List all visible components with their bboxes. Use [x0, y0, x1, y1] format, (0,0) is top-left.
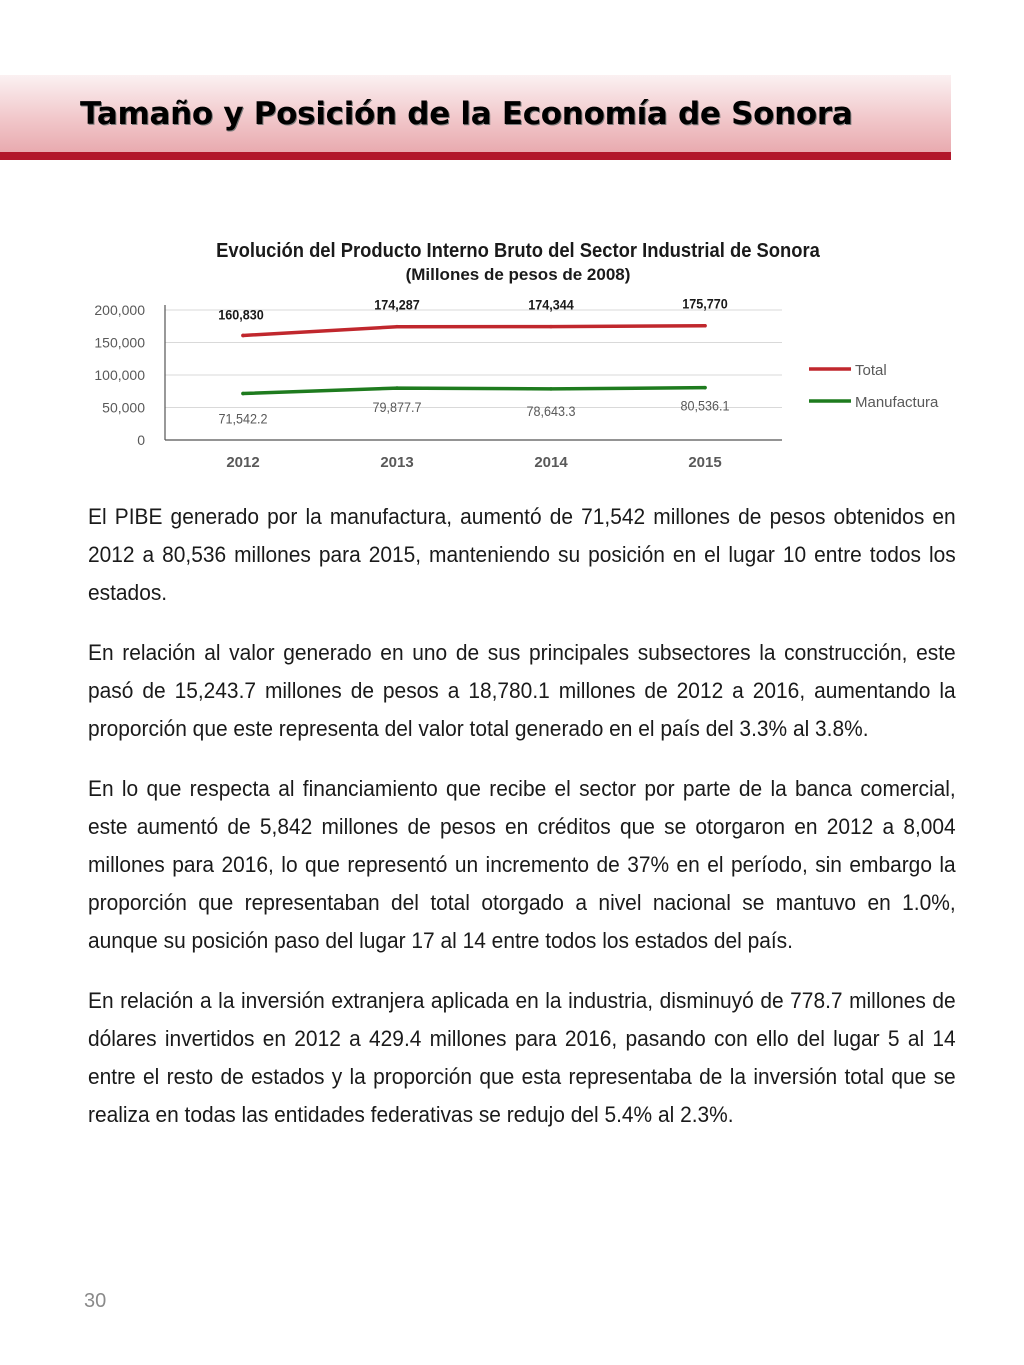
- legend-label: Total: [855, 362, 887, 379]
- paragraph-inversion-extranjera: En relación a la inversión extranjera aplicada en la industria, disminuyó de 778.7 millones de dólares invertidos en 2012 a 429.4 millones para 2016, pasando con ello del lugar 5 al 14 entre el resto de estados y la proporción que esta representaba de la inversión total que se realiza en todas las entidades federativas se redujo del 5.4% al 2.3%.: [88, 988, 956, 1127]
- x-tick-label: 2014: [534, 454, 568, 471]
- chart-svg: [0, 225, 1024, 485]
- series-line-manufactura: [243, 388, 705, 394]
- data-label: 175,770: [682, 296, 728, 312]
- data-label: 79,877.7: [372, 399, 422, 416]
- series-line-total: [243, 326, 705, 336]
- y-tick-label: 0: [137, 432, 145, 448]
- page-number: 30: [84, 1290, 107, 1312]
- data-point: [549, 387, 553, 391]
- paragraph-financiamiento: En lo que respecta al financiamiento que recibe el sector por parte de la banca comercial, este aumentó de 5,842 millones de pesos en créditos que se otorgaron en 2012 a 8,004 millones para 2016, lo que representó un incremento de 37% en el período, sin embargo la proporción que representaban del total otorgado a nivel nacional se mantuvo en 1.0%, aunque su posición paso del lugar 17 al 14 entre todos los estados del país.: [88, 776, 956, 953]
- chart-subtitle: (Millones de pesos de 2008): [405, 265, 631, 284]
- chart-canvas: [0, 225, 1024, 485]
- data-point: [241, 334, 245, 338]
- paragraph-construccion: En relación al valor generado en uno de sus principales subsectores la construcción, este pasó de 15,243.7 millones de pesos a 18,780.1 millones de 2012 a 2016, aumentando la proporción que este representa del valor total generado en el país del 3.3% al 3.8%.: [88, 640, 956, 741]
- paragraph-manufactura: El PIBE generado por la manufactura, aumentó de 71,542 millones de pesos obtenidos en 2012 a 80,536 millones para 2015, manteniendo su posición en el lugar 10 entre todos los estados.: [88, 504, 956, 605]
- data-point: [703, 324, 707, 328]
- body-text: [88, 498, 956, 1156]
- x-tick-label: 2013: [380, 454, 414, 471]
- page-title: Tamaño y Posición de la Economía de Sonora: [80, 96, 853, 132]
- x-tick-label: 2015: [688, 454, 722, 471]
- data-point: [703, 386, 707, 390]
- data-label: 78,643.3: [526, 403, 576, 420]
- data-point: [549, 325, 553, 329]
- y-tick-label: 200,000: [94, 302, 145, 318]
- x-tick-label: 2012: [226, 454, 260, 471]
- header-rule: [0, 152, 951, 160]
- pib-chart: [0, 225, 1024, 485]
- data-point: [395, 325, 399, 329]
- y-tick-label: 100,000: [94, 367, 145, 383]
- chart-title: Evolución del Producto Interno Bruto del Sector Industrial de Sonora: [216, 240, 820, 263]
- data-point: [241, 392, 245, 396]
- y-tick-label: 150,000: [94, 334, 145, 351]
- y-tick-label: 50,000: [102, 399, 145, 416]
- legend-label: Manufactura: [855, 394, 939, 411]
- data-label: 174,344: [528, 297, 574, 313]
- data-point: [395, 386, 399, 390]
- data-label: 71,542.2: [218, 410, 268, 427]
- data-label: 174,287: [374, 297, 420, 313]
- data-label: 80,536.1: [680, 398, 730, 414]
- data-label: 160,830: [218, 306, 264, 323]
